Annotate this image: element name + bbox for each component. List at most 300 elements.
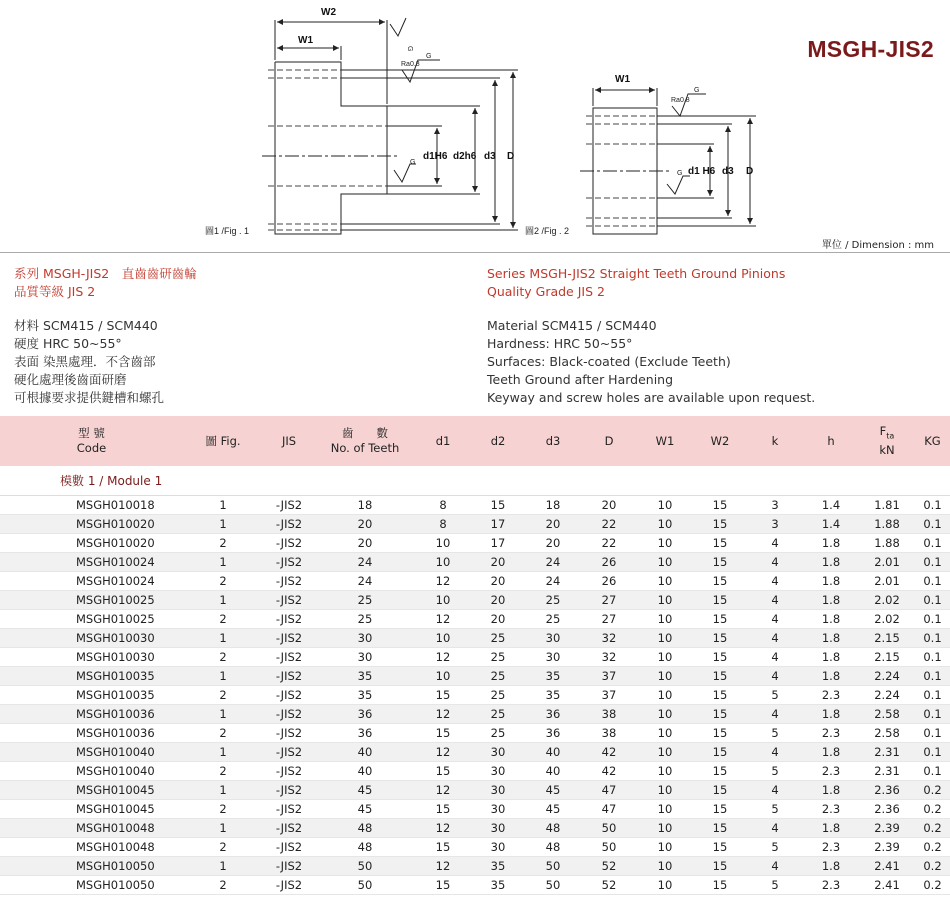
cell-code: MSGH010036 [0,705,183,724]
cell-d2: 35 [471,857,525,876]
cell-teeth: 24 [315,553,415,572]
cell-w2: 15 [693,534,747,553]
cell-w1: 10 [637,572,693,591]
cell-teeth: 50 [315,857,415,876]
cell-jis: -JIS2 [263,800,315,819]
cell-kg: 0.1 [915,496,950,515]
header-d2: d2 [490,433,506,448]
cell-kg: 0.1 [915,762,950,781]
cell-kg: 0.1 [915,610,950,629]
cell-d1: 10 [415,591,471,610]
cell-k: 4 [747,857,803,876]
cell-D: 47 [581,800,637,819]
cell-teeth: 20 [315,534,415,553]
cell-h: 1.4 [803,515,859,534]
cell-fig: 1 [183,667,263,686]
cell-w1: 10 [637,743,693,762]
g-label-fig1: G [426,53,432,60]
cell-fta: 2.24 [859,667,915,686]
keyway-en: Keyway and screw holes are available upon request. [487,390,816,405]
cell-jis: -JIS2 [263,743,315,762]
cell-h: 1.4 [803,496,859,515]
cell-w2: 15 [693,819,747,838]
cell-k: 3 [747,496,803,515]
cell-d1: 15 [415,838,471,857]
cell-d3: 20 [525,534,581,553]
cell-w2: 15 [693,838,747,857]
cell-fta: 2.02 [859,591,915,610]
header-d1: d1 [435,433,451,448]
ra-label-fig2: Ra0.8 [671,97,690,104]
cell-jis: -JIS2 [263,515,315,534]
cell-D: 27 [581,591,637,610]
material-en: Material SCM415 / SCM440 [487,318,657,333]
cell-jis: -JIS2 [263,667,315,686]
cell-kg: 0.1 [915,553,950,572]
cell-h: 1.8 [803,781,859,800]
cell-k: 4 [747,591,803,610]
cell-D: 42 [581,762,637,781]
table-row [0,819,950,838]
cell-teeth: 48 [315,838,415,857]
cell-teeth: 35 [315,667,415,686]
cell-jis: -JIS2 [263,876,315,895]
header-jis: JIS [281,433,297,448]
cell-D: 22 [581,534,637,553]
cell-fig: 2 [183,610,263,629]
cell-d1: 12 [415,857,471,876]
cell-d3: 20 [525,515,581,534]
cell-code: MSGH010020 [0,534,183,553]
cell-teeth: 20 [315,515,415,534]
cell-fta: 1.88 [859,534,915,553]
cell-D: 38 [581,705,637,724]
table-row [0,705,950,724]
cell-fta: 2.01 [859,572,915,591]
cell-d3: 36 [525,724,581,743]
table-row [0,610,950,629]
cell-h: 1.8 [803,857,859,876]
w2-label: W2 [321,7,336,18]
cell-kg: 0.2 [915,781,950,800]
cell-k: 4 [747,743,803,762]
header-k: k [771,433,779,448]
table-row [0,686,950,705]
header-w1: W1 [655,433,675,448]
cell-d3: 24 [525,553,581,572]
header-fig: 圖 Fig. [205,433,241,448]
cell-h: 1.8 [803,591,859,610]
cell-D: 20 [581,496,637,515]
cell-d1: 8 [415,515,471,534]
cell-D: 42 [581,743,637,762]
diameter-label-fig1: D [507,151,515,162]
cell-jis: -JIS2 [263,686,315,705]
cell-kg: 0.1 [915,591,950,610]
cell-k: 4 [747,534,803,553]
header-kg: KG [924,433,941,448]
cell-w1: 10 [637,781,693,800]
cell-w1: 10 [637,534,693,553]
ra-label-fig1: Ra0.8 [401,61,420,68]
cell-teeth: 35 [315,686,415,705]
cell-d2: 25 [471,686,525,705]
cell-d2: 30 [471,800,525,819]
cell-h: 1.8 [803,610,859,629]
table-row [0,572,950,591]
g-label-top: G [406,46,413,52]
series-title-zh: 系列 MSGH-JIS2 直齒齒研齒輪 [14,266,197,281]
cell-w1: 10 [637,591,693,610]
cell-d2: 20 [471,591,525,610]
cell-k: 5 [747,686,803,705]
d1h6-label-fig2: d1 H6 [688,166,716,177]
cell-code: MSGH010018 [0,496,183,515]
cell-D: 32 [581,629,637,648]
cell-code: MSGH010050 [0,876,183,895]
description-chinese [14,265,197,407]
fig2-caption: 圖2 /Fig . 2 [525,226,570,236]
cell-fta: 2.02 [859,610,915,629]
table-row [0,800,950,819]
cell-fta: 1.81 [859,496,915,515]
cell-d2: 25 [471,629,525,648]
cell-w2: 15 [693,572,747,591]
cell-code: MSGH010030 [0,629,183,648]
cell-d3: 48 [525,819,581,838]
cell-w1: 10 [637,610,693,629]
cell-h: 2.3 [803,686,859,705]
cell-w2: 15 [693,876,747,895]
cell-code: MSGH010040 [0,762,183,781]
cell-d3: 30 [525,648,581,667]
cell-d2: 30 [471,762,525,781]
header-teeth: 齒 數 No. of Teeth [330,426,400,455]
cell-fig: 1 [183,857,263,876]
header-d3: d3 [545,433,561,448]
cell-fig: 2 [183,762,263,781]
cell-w2: 15 [693,515,747,534]
cell-d3: 30 [525,629,581,648]
cell-h: 1.8 [803,743,859,762]
cell-d3: 18 [525,496,581,515]
cell-w2: 15 [693,648,747,667]
cell-code: MSGH010035 [0,667,183,686]
cell-w2: 15 [693,553,747,572]
material-zh: 材料 SCM415 / SCM440 [14,318,158,333]
cell-teeth: 24 [315,572,415,591]
cell-jis: -JIS2 [263,838,315,857]
cell-kg: 0.2 [915,819,950,838]
fig2-outline [593,108,657,234]
cell-w2: 15 [693,762,747,781]
header-fta: $F_{ta}$ kN [879,423,895,458]
fig1-outline [275,62,387,234]
cell-kg: 0.2 [915,800,950,819]
cell-w1: 10 [637,838,693,857]
cell-h: 2.3 [803,876,859,895]
cell-code: MSGH010024 [0,572,183,591]
cell-h: 1.8 [803,705,859,724]
cell-w2: 15 [693,781,747,800]
cell-fig: 1 [183,781,263,800]
cell-teeth: 45 [315,781,415,800]
cell-fig: 1 [183,705,263,724]
cell-fta: 2.24 [859,686,915,705]
cell-d1: 10 [415,629,471,648]
cell-teeth: 50 [315,876,415,895]
cell-k: 4 [747,572,803,591]
cell-k: 4 [747,648,803,667]
cell-d2: 17 [471,534,525,553]
cell-jis: -JIS2 [263,857,315,876]
cell-k: 4 [747,629,803,648]
cell-k: 4 [747,667,803,686]
cell-d2: 20 [471,553,525,572]
cell-fta: 2.58 [859,724,915,743]
cell-k: 4 [747,553,803,572]
table-row [0,876,950,895]
cell-d1: 10 [415,534,471,553]
cell-d3: 48 [525,838,581,857]
cell-d1: 12 [415,743,471,762]
cell-fta: 2.31 [859,762,915,781]
cell-fig: 2 [183,838,263,857]
cell-D: 38 [581,724,637,743]
cell-kg: 0.2 [915,838,950,857]
cell-h: 1.8 [803,629,859,648]
cell-h: 1.8 [803,819,859,838]
cell-d2: 30 [471,838,525,857]
cell-w1: 10 [637,496,693,515]
cell-d3: 45 [525,800,581,819]
cell-d3: 36 [525,705,581,724]
surface-en: Surfaces: Black-coated (Exclude Teeth) [487,354,731,369]
cell-code: MSGH010025 [0,591,183,610]
cell-d2: 30 [471,781,525,800]
table-row [0,591,950,610]
cell-fig: 2 [183,648,263,667]
cell-w1: 10 [637,629,693,648]
cell-teeth: 25 [315,610,415,629]
cell-fig: 2 [183,800,263,819]
cell-w2: 15 [693,686,747,705]
cell-teeth: 18 [315,496,415,515]
cell-code: MSGH010045 [0,781,183,800]
table-row [0,667,950,686]
cell-D: 37 [581,667,637,686]
hardness-zh: 硬度 HRC 50~55° [14,336,122,351]
cell-D: 50 [581,838,637,857]
cell-kg: 0.1 [915,648,950,667]
cell-jis: -JIS2 [263,819,315,838]
cell-D: 50 [581,819,637,838]
cell-teeth: 40 [315,743,415,762]
cell-h: 1.8 [803,572,859,591]
cell-k: 5 [747,800,803,819]
table-row [0,629,950,648]
cell-fig: 1 [183,496,263,515]
cell-code: MSGH010045 [0,800,183,819]
cell-teeth: 30 [315,629,415,648]
cell-k: 4 [747,610,803,629]
ground-en: Teeth Ground after Hardening [487,372,674,387]
cell-D: 22 [581,515,637,534]
cell-w1: 10 [637,705,693,724]
w1-label-fig1: W1 [298,35,313,46]
cell-w2: 15 [693,591,747,610]
unit-note: 單位 / Dimension : mm [821,240,934,251]
cell-code: MSGH010040 [0,743,183,762]
diameter-label-fig2: D [746,166,754,177]
header-w2: W2 [710,433,730,448]
cell-fig: 2 [183,534,263,553]
d1h6-label: d1H6 [423,151,448,162]
cell-jis: -JIS2 [263,648,315,667]
cell-d3: 35 [525,686,581,705]
cell-w1: 10 [637,553,693,572]
cell-d1: 8 [415,496,471,515]
cell-D: 27 [581,610,637,629]
cell-fta: 2.39 [859,819,915,838]
cell-d1: 12 [415,819,471,838]
header-h: h [827,433,835,448]
cell-d2: 20 [471,610,525,629]
cell-kg: 0.1 [915,724,950,743]
cell-d2: 35 [471,876,525,895]
cell-w2: 15 [693,667,747,686]
cell-code: MSGH010030 [0,648,183,667]
cell-w1: 10 [637,819,693,838]
d3-label-fig1: d3 [484,151,496,162]
cell-d3: 24 [525,572,581,591]
cell-k: 3 [747,515,803,534]
g-label-fig1-bore: G [410,159,416,166]
cell-d2: 17 [471,515,525,534]
cell-D: 32 [581,648,637,667]
cell-jis: -JIS2 [263,534,315,553]
cell-d3: 50 [525,876,581,895]
cell-k: 5 [747,838,803,857]
cell-w1: 10 [637,667,693,686]
cell-d1: 12 [415,781,471,800]
cell-kg: 0.1 [915,629,950,648]
cell-w2: 15 [693,705,747,724]
cell-d2: 15 [471,496,525,515]
cell-jis: -JIS2 [263,762,315,781]
cell-d1: 10 [415,553,471,572]
cell-D: 52 [581,876,637,895]
cell-h: 1.8 [803,534,859,553]
keyway-zh: 可根據要求提供鍵槽和螺孔 [14,390,165,405]
cell-k: 5 [747,876,803,895]
cell-h: 2.3 [803,838,859,857]
module-label: 模數 1 / Module 1 [0,466,950,496]
cell-d1: 12 [415,705,471,724]
header-D: D [604,433,614,448]
cell-code: MSGH010048 [0,838,183,857]
cell-kg: 0.1 [915,705,950,724]
cell-jis: -JIS2 [263,629,315,648]
cell-d2: 25 [471,667,525,686]
cell-d1: 12 [415,572,471,591]
cell-kg: 0.1 [915,515,950,534]
cell-w2: 15 [693,724,747,743]
cell-code: MSGH010035 [0,686,183,705]
d3-label-fig2: d3 [722,166,734,177]
grade-en: Quality Grade JIS 2 [487,284,605,299]
cell-fig: 1 [183,819,263,838]
product-title: MSGH-JIS2 [807,36,934,62]
spec-table [0,416,950,895]
cell-fta: 2.41 [859,857,915,876]
cell-fta: 2.31 [859,743,915,762]
header-code: 型 號 Code [76,426,107,455]
cell-h: 1.8 [803,553,859,572]
table-row [0,838,950,857]
cell-d2: 30 [471,819,525,838]
table-row [0,743,950,762]
cell-fig: 1 [183,743,263,762]
cell-kg: 0.1 [915,572,950,591]
cell-fig: 2 [183,686,263,705]
cell-kg: 0.1 [915,686,950,705]
cell-teeth: 40 [315,762,415,781]
cell-code: MSGH010020 [0,515,183,534]
cell-fig: 2 [183,876,263,895]
cell-jis: -JIS2 [263,496,315,515]
cell-jis: -JIS2 [263,553,315,572]
cell-d1: 15 [415,762,471,781]
cell-w2: 15 [693,496,747,515]
cell-code: MSGH010025 [0,610,183,629]
cell-k: 5 [747,762,803,781]
cell-d3: 35 [525,667,581,686]
cell-kg: 0.1 [915,667,950,686]
cell-teeth: 36 [315,705,415,724]
cell-d1: 12 [415,648,471,667]
cell-fta: 2.41 [859,876,915,895]
cell-w1: 10 [637,648,693,667]
cell-D: 26 [581,572,637,591]
cell-jis: -JIS2 [263,572,315,591]
cell-d3: 25 [525,591,581,610]
table-row [0,553,950,572]
cell-fta: 1.88 [859,515,915,534]
cell-w1: 10 [637,686,693,705]
cell-kg: 0.1 [915,534,950,553]
cell-code: MSGH010048 [0,819,183,838]
table-row [0,857,950,876]
cell-d2: 25 [471,648,525,667]
cell-fta: 2.39 [859,838,915,857]
cell-w1: 10 [637,762,693,781]
cell-w1: 10 [637,857,693,876]
cell-fta: 2.15 [859,648,915,667]
cell-d1: 15 [415,686,471,705]
section-divider [0,252,950,253]
cell-fta: 2.36 [859,800,915,819]
cell-teeth: 36 [315,724,415,743]
cell-d1: 10 [415,667,471,686]
table-row [0,648,950,667]
cell-w1: 10 [637,515,693,534]
cell-d3: 45 [525,781,581,800]
cell-k: 4 [747,781,803,800]
cell-d3: 40 [525,762,581,781]
cell-jis: -JIS2 [263,724,315,743]
d2h6-label: d2h6 [453,151,477,162]
